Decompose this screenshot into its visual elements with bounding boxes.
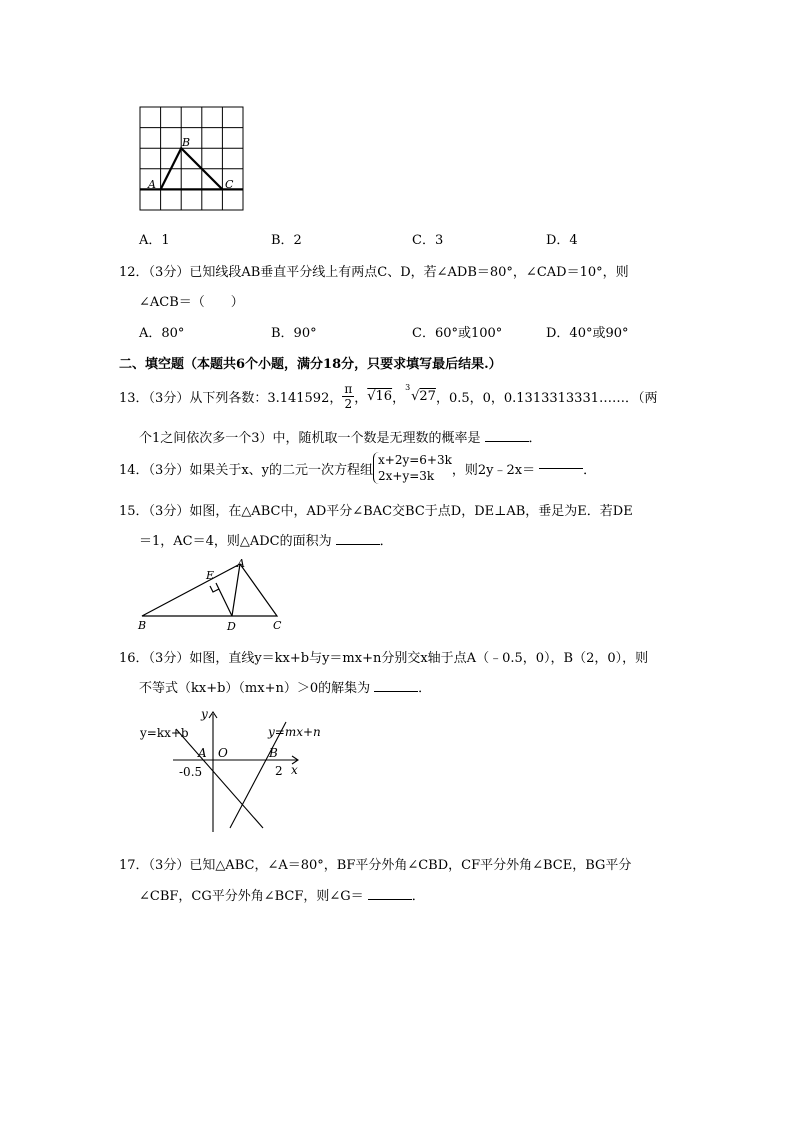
q13-cbrt: 3 √27: [405, 382, 436, 404]
q17-answer-blank[interactable]: [368, 898, 412, 900]
q13-prefix: 13．（3分）从下列各数：3.141592，: [119, 390, 343, 406]
q11-option-c: C．3: [412, 233, 444, 248]
q12-option-b: B．90°: [271, 326, 317, 341]
q16-line1: 16．（3分）如图，直线y＝kx+b与y＝mx+n分别交x轴于点A（﹣0.5，0），B（2，0），则: [119, 651, 649, 666]
q11-option-d: D．4: [546, 233, 578, 248]
q11-option-a: A．1: [139, 233, 170, 248]
q15-label-c: C: [273, 619, 282, 632]
q13-sqrt16: √16: [367, 388, 393, 404]
q11-label-b: B: [182, 136, 191, 149]
q15-label-d: D: [227, 620, 236, 633]
q16-line2: 不等式（kx+b）（mx+n）＞0的解集为 ．: [139, 681, 432, 696]
q16-label-neg: -0.5: [179, 765, 203, 779]
q16-line1-label: y=kx+b: [140, 726, 189, 740]
q15-label-a: A: [237, 557, 245, 570]
q12-line1: 12．（3分）已知线段AB垂直平分线上有两点C、D，若∠ADB＝80°，∠CAD＝10°，则: [119, 265, 629, 280]
q16-line2-label: y=mx+n: [268, 725, 321, 739]
q17-line2: ∠CBF，CG平分外角∠BCF，则∠G＝ ．: [139, 889, 425, 904]
q13-frac-num: π: [344, 381, 353, 396]
q11-label-c: C: [225, 178, 234, 191]
q14-eq1: x+2y=6+3k: [378, 453, 452, 467]
q16-label-b: B: [269, 746, 278, 760]
q16-label-two: 2: [275, 764, 283, 778]
q14-equation-system: [373, 452, 452, 484]
q14: 14．（3分）如果关于x、y的二元一次方程组 x+2y=6+3k 2x+y=3k ，则2y﹣2x＝ ．: [119, 453, 597, 483]
q14-prefix: 14．（3分）如果关于x、y的二元一次方程组: [119, 462, 373, 478]
q16-answer-blank[interactable]: [374, 690, 418, 692]
q15-line2: ＝1，AC＝4，则△ADC的面积为 ．: [139, 534, 393, 549]
q16-label-o: O: [218, 746, 228, 760]
q15-label-e: E: [206, 569, 215, 582]
q12-line2: ∠ACB＝（ ）: [139, 295, 244, 310]
q15-line1: 15．（3分）如图，在△ABC中，AD平分∠BAC交BC于点D，DE⊥AB，垂足为E．若DE: [119, 504, 633, 519]
q12-option-a: A．80°: [139, 326, 185, 341]
q11-grid-figure: [138, 105, 248, 215]
q16-label-a: A: [198, 746, 207, 760]
q15-triangle-figure: [132, 556, 292, 634]
q15-answer-blank[interactable]: [336, 543, 380, 545]
section-title: 二、填空题（本题共6个小题，满分18分，只要求填写最后结果.）: [119, 357, 502, 372]
q15-label-b: B: [138, 619, 147, 632]
q14-answer-blank[interactable]: [539, 467, 583, 469]
q13-line2: 个1之间依次多一个3）中，随机取一个数是无理数的概率是 ．: [139, 431, 542, 446]
q12-option-d: D．40°或90°: [546, 326, 629, 341]
q13-suffix: ，0.5，0，0.1313313331……．（两: [435, 390, 658, 406]
q16-graph-figure: [138, 704, 338, 836]
q11-option-b: B．2: [271, 233, 302, 248]
q14-eq2: 2x+y=3k: [378, 469, 435, 483]
q13-cbrt-val: 27: [419, 388, 436, 404]
q13-frac-den: 2: [344, 396, 353, 411]
q13-cbrt-index: 3: [405, 382, 411, 392]
q16-y-label: y: [201, 707, 208, 721]
q12-option-c: C．60°或100°: [412, 326, 503, 341]
q11-label-a: A: [148, 178, 156, 191]
q13-answer-blank[interactable]: [485, 440, 529, 442]
q13-fraction: [342, 382, 354, 411]
q13-line1: 13．（3分）从下列各数：3.141592， $\frac{\pi}{2}$ ， √16 ， 3 √27 ，0.5，0，0.1313313331……．（两: [119, 381, 658, 411]
q14-suffix: ，则2y﹣2x＝: [451, 462, 536, 478]
q16-x-label: x: [291, 763, 298, 777]
q17-line1: 17．（3分）已知△ABC，∠A＝80°，BF平分外角∠CBD，CF平分外角∠BCE，BG平分: [119, 858, 632, 873]
